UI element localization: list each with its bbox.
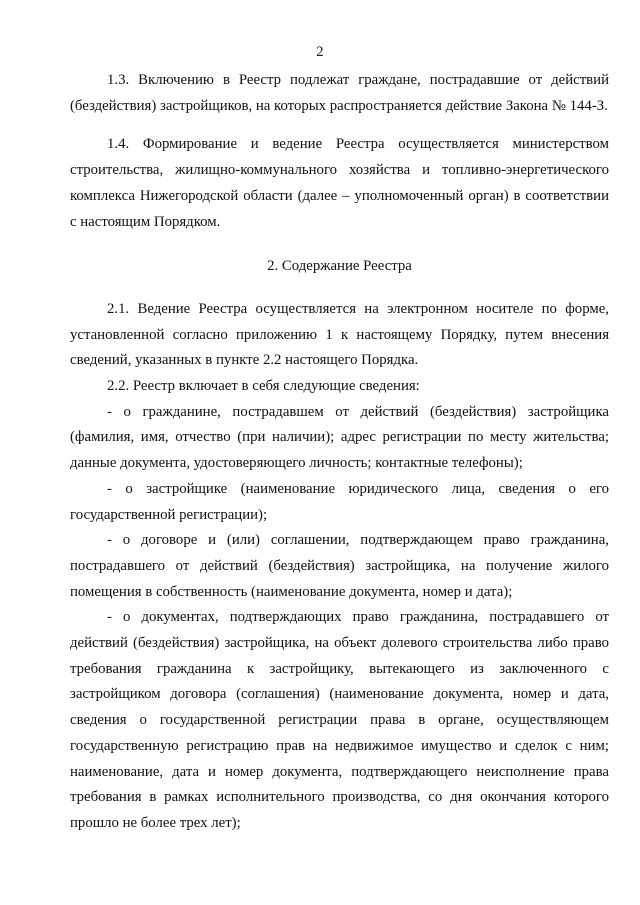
list-item-citizen: - о гражданине, пострадавшем от действий (бездействия) застройщика (фамилия, имя, отчество (при наличии); адрес регистрации по месту жительства; данные документа, удостоверяющего личность; контактные телефоны); (70, 403, 609, 472)
list-item-documents: - о документах, подтверждающих право гражданина, пострадавшего от действий (бездействия) застройщика, на объект долевого строительства либо право требования гражданина к застройщику, вытекающего из заключенного с застройщиком договора (соглашения) (наименование документа, номер и дата, сведения о государственной регистрации права в органе, осуществляющем государственную регистрацию прав на недвижимое имущество и сделок с ним; наименование, дата и номер документа, подтверждающего неисполнение права требования в рамках исполнительного производства, со дня окончания которого прошло не более трех лет); (70, 609, 609, 831)
document-body (70, 68, 609, 837)
paragraph-1-4: 1.4. Формирование и ведение Реестра осуществляется министерством строительства, жилищно-коммунального хозяйства и топливно-энергетического комплекса Нижегородской области (далее – уполномоченный орган) в соответствии с настоящим Порядком. (70, 136, 609, 230)
paragraph-2-2: 2.2. Реестр включает в себя следующие сведения: (107, 378, 420, 395)
paragraph-1-3: 1.3. Включению в Реестр подлежат граждане, пострадавшие от действий (бездействия) застройщиков, на которых распространяется действие Закона № 144-З. (70, 72, 609, 114)
page-number: 2 (316, 44, 324, 60)
section-heading-2: 2. Содержание Реестра (267, 258, 412, 275)
list-item-developer: - о застройщике (наименование юридического лица, сведения о его государственной регистрации); (70, 480, 609, 523)
paragraph-2-1: 2.1. Ведение Реестра осуществляется на электронном носителе по форме, установленной согласно приложению 1 к настоящему Порядку, путем внесения сведений, указанных в пункте 2.2 настоящего Порядка. (70, 300, 609, 369)
list-item-contract: - о договоре и (или) соглашении, подтверждающем право гражданина, пострадавшего от действий (бездействия) застройщика, на получение жилого помещения в собственность (наименование документа, номер и дата); (70, 532, 609, 600)
